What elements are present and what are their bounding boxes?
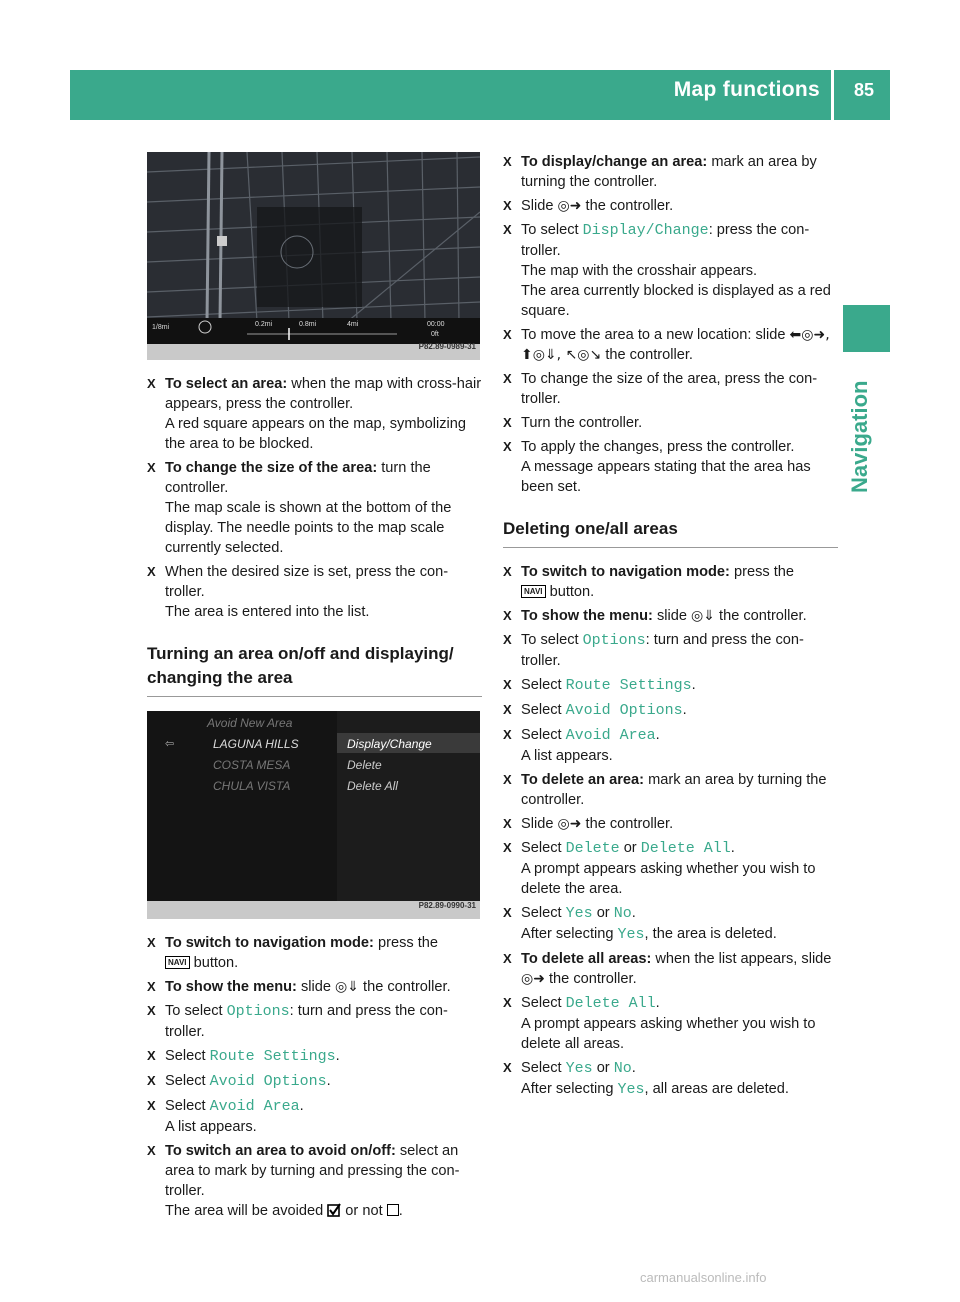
step: X Select Yes or No. After selecting Yes, the area is deleted. xyxy=(503,905,777,943)
step: X Select Yes or No. After selecting Yes, all areas are deleted. xyxy=(503,1060,789,1098)
menu-item-2: COSTA MESA xyxy=(213,758,291,772)
figure-code: P82.89-0989-31 xyxy=(418,342,476,351)
time-readout: 00:00 xyxy=(427,321,445,328)
step: X To display/change an area: mark an area by turning the controller. xyxy=(503,154,817,190)
step: X Slide ◎➜ the controller. xyxy=(503,816,674,832)
scale-left: 1/8mi xyxy=(152,324,170,331)
checkbox-checked-icon xyxy=(327,1203,341,1217)
step: X Select Avoid Options. xyxy=(503,702,687,719)
step: X To move the area to a new location: slide ⬅◎➜, ⬆◎⇓, ↖◎↘ the controller. xyxy=(503,327,830,363)
controller-icon: ◎⇓ xyxy=(335,979,359,995)
step: X To delete all areas: when the list appears, slide ◎➜ the controller. xyxy=(503,951,832,987)
map-image xyxy=(147,152,480,360)
step: X To select Options: turn and press the con-troller. xyxy=(503,632,804,669)
time-sub: 0ft xyxy=(431,331,439,338)
step: X Select Avoid Area. A list appears. xyxy=(503,727,660,764)
step: X Turn the controller. xyxy=(503,415,643,431)
navi-key-icon: NAVI xyxy=(521,585,546,598)
option-1: Display/Change xyxy=(347,737,432,751)
step: X To show the menu: slide ◎⇓ the controller. xyxy=(147,979,451,995)
step: X Select Route Settings. xyxy=(503,677,696,694)
step: X To switch to navigation mode: press the NAVI button. xyxy=(503,564,795,600)
step: X Select Avoid Options. xyxy=(147,1073,331,1090)
menu-figure xyxy=(147,711,480,919)
header-bar xyxy=(70,70,890,120)
checkbox-empty-icon xyxy=(387,1204,399,1216)
controller-icon: ⬅◎➜, ⬆◎⇓, ↖◎↘ xyxy=(521,327,830,363)
step: X Select Delete All. A prompt appears asking whether you wish to delete all areas. xyxy=(503,995,816,1052)
header-divider xyxy=(831,70,834,120)
controller-icon: ◎➜ xyxy=(521,971,545,987)
svg-text:⇦: ⇦ xyxy=(165,737,175,750)
step: X Select Avoid Area. A list appears. xyxy=(147,1098,304,1135)
navi-key-icon: NAVI xyxy=(165,956,190,969)
page-number: 85 xyxy=(853,80,874,100)
option-3: Delete All xyxy=(347,779,398,793)
menu-image xyxy=(147,711,480,919)
step: X Slide ◎➜ the controller. xyxy=(503,198,674,214)
step: X To switch an area to avoid on/off: select an area to mark by turning and pressing the con-troller. The area will be avoided or not . xyxy=(147,1143,460,1219)
figure-code: P82.89-0990-31 xyxy=(418,901,476,910)
scale-tick-2: 0.8mi xyxy=(299,321,317,328)
controller-icon: ◎➜ xyxy=(557,198,582,214)
step: X To select Options: turn and press the con-troller. xyxy=(147,1003,448,1040)
step: X Select Delete or Delete All. A prompt appears asking whether you wish to delete the area. xyxy=(503,840,816,897)
page-title: Map functions xyxy=(673,78,820,101)
footer-watermark: carmanualsonline.info xyxy=(640,1270,767,1285)
step: X To apply the changes, press the controller. A message appears stating that the area has been set. xyxy=(503,439,811,495)
controller-icon: ◎➜ xyxy=(557,816,582,832)
step: X To select Display/Change: press the con-troller. The map with the crosshair appears. The area currently blocked is displayed as a red square. xyxy=(503,222,831,319)
step: X To change the size of the area, press the con-troller. xyxy=(503,371,818,407)
step: X When the desired size is set, press the con-troller. The area is entered into the list. xyxy=(147,564,449,620)
map-figure xyxy=(147,152,480,360)
step: X Select Route Settings. xyxy=(147,1048,340,1065)
step: X To change the size of the area: turn the controller. The map scale is shown at the bottom of the display. The needle points to the map scale currently selected. xyxy=(147,460,452,556)
option-2: Delete xyxy=(347,758,382,772)
side-tab-marker xyxy=(843,305,890,352)
left-column xyxy=(147,152,482,1225)
menu-title: Avoid New Area xyxy=(207,716,293,730)
right-column xyxy=(503,152,838,1104)
section-heading: Turning an area on/off and displaying/ changing the area xyxy=(147,642,482,697)
scale-tick-3: 4mi xyxy=(347,321,359,328)
step: X To delete an area: mark an area by turning the controller. xyxy=(503,772,827,808)
menu-item-1: LAGUNA HILLS xyxy=(213,737,299,751)
step: X To select an area: when the map with cross-hair appears, press the controller. A red square appears on the map, symbolizing the area to be blocked. xyxy=(147,376,482,452)
controller-icon: ◎⇓ xyxy=(691,608,715,624)
scale-tick-1: 0.2mi xyxy=(255,321,273,328)
menu-item-3: CHULA VISTA xyxy=(213,779,291,793)
section-heading: Deleting one/all areas xyxy=(503,517,838,548)
step: X To switch to navigation mode: press the NAVI button. xyxy=(147,935,439,971)
step: X To show the menu: slide ◎⇓ the controller. xyxy=(503,608,807,624)
side-tab-label: Navigation xyxy=(847,380,872,493)
